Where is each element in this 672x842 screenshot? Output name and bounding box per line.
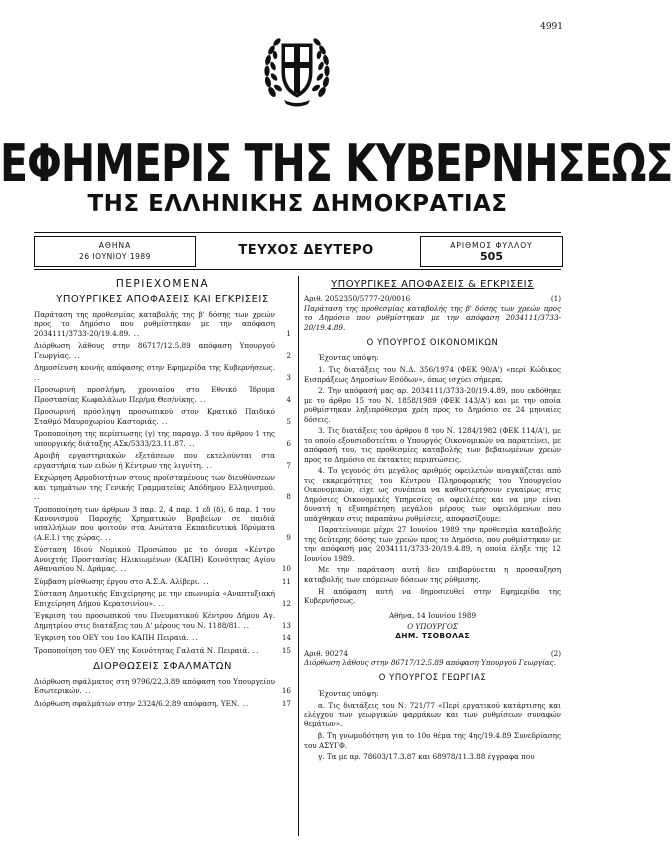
decision-2-number-line (304, 649, 561, 658)
contents-item (34, 451, 291, 470)
contents-item-title: Διόρθωση σφαλμάτων στην 2324/6.2.89 απόφαση, ΥΕΝ. (34, 698, 240, 708)
contents-item (34, 473, 291, 501)
decision-1-para-2: 2. Την απόφασή μας αρ. 2034111/3733-20/19.4.89, που εκδόθηκε με το άρθρο 15 του Ν. 1858/1989 (ΦΕΚ 143/Α') και με την οποία ρυθμίστηκαν ληξιπρόθεσμα χρέη προς το Δημόσιο σε 24 μηνιαίες δόσεις. (304, 386, 561, 424)
contents-section-corrections: ΔΙΟΡΘΩΣΕΙΣ ΣΦΑΛΜΑΤΩΝ (93, 661, 232, 673)
contents-item (34, 310, 291, 338)
decision-1-signatory-role: Ο ΥΠΟΥΡΓΟΣ (407, 621, 458, 631)
decision-1-considering: Έχοντας υπόψη: (318, 353, 379, 363)
contents-item-leader: .. (117, 564, 128, 574)
contents-item-leader: .. (102, 532, 113, 542)
contents-column (34, 276, 291, 711)
contents-item-leader: .. (34, 372, 41, 382)
column-divider (298, 276, 299, 836)
contents-item (34, 646, 291, 655)
contents-item-page: 8 (286, 492, 291, 502)
contents-item-leader: .. (203, 460, 213, 470)
contents-item-leader: .. (199, 576, 210, 586)
decisions-heading: ΥΠΟΥΡΓΙΚΕΣ ΑΠΟΦΑΣΕΙΣ & ΕΓΚΡΙΣΕΙΣ (331, 279, 534, 290)
issue-volume-box (206, 236, 406, 265)
contents-item-leader: .. (239, 698, 250, 708)
decision-1-para-5: Παρατείνουμε μέχρι 27 Ιουνίου 1989 την προθεσμία καταβολής της δεύτερης δόσης των χρεών προς το Δημόσιο, που ρυθμίστηκαν με την απόφασή μας 2034111/3733-20/19.4.89, η οποία έληξε της 12 Ιουνίου 1989. (304, 525, 561, 563)
contents-item-page: 16 (281, 686, 291, 696)
page-number: 4991 (540, 22, 563, 32)
contents-section-decisions: ΥΠΟΥΡΓΙΚΕΣ ΑΠΟΦΑΣΕΙΣ ΚΑΙ ΕΓΚΡΙΣΕΙΣ (56, 294, 269, 306)
contents-item-leader: .. (196, 394, 207, 404)
contents-item (34, 545, 291, 573)
contents-item (34, 611, 291, 630)
decision-1-signatory-name: ΔΗΜ. ΤΣΟΒΟΛΑΣ (395, 631, 470, 641)
decision-1-index: (1) (550, 294, 561, 304)
decision-2-para-b: β. Τη γνωμοδότηση για το 10ο θέμα της 4ης/19.4.89 Συνεδρίασης του ΑΣΥΓΦ. (304, 731, 561, 750)
decisions-column (304, 276, 561, 764)
contents-item-page: 13 (281, 620, 291, 630)
contents-item-title: Σύσταση Ιδιού Νομικού Προσώπου με το όνομα «Κέντρο Ανοιχτής Προστασίας Ηλικιωμένων (ΚΑΠΗ) Κοινότητας Αγίου Αθανασίου Ν. Δράμας. (34, 545, 275, 574)
contents-item (34, 385, 291, 404)
decision-1-authority: Ο ΥΠΟΥΡΓΟΣ ΟΙΚΟΝΟΜΙΚΩΝ (366, 337, 499, 348)
decision-1-para-3: 3. Τις διατάξεις του άρθρου 8 του Ν. 1284/1982 (ΦΕΚ 114/Α'), με το οποίο εξουσιοδοτείται ο Υπουργός Οικονομικών να παρατείνει, με απόφασή του, τις προθεσμίες καταβολής των βεβαιωμένων χρεών προς το Δημόσιο σε έκτακτες περιπτώσεις. (304, 426, 561, 464)
contents-list-decisions (34, 310, 291, 656)
contents-item (34, 429, 291, 448)
issue-sheet-number: 505 (480, 250, 503, 263)
contents-item (34, 577, 291, 586)
contents-item (34, 633, 291, 642)
contents-list-corrections (34, 677, 291, 708)
contents-item-page: 9 (286, 532, 291, 542)
contents-item-page: 5 (286, 416, 291, 426)
contents-item-title: Αμοιβή εργαστηριακών εξετάσεων που εκτελούνται στα εργαστήρια των ειδών ή Κέντρων της λιγνίτη. (34, 451, 275, 470)
contents-item-page: 7 (286, 460, 291, 470)
contents-item-page: 14 (281, 633, 291, 643)
contents-item-title: Διόρθωση σφάλματος στη 9796/22.3.89 απόφαση του Υπουργείου Εσωτερικών. (34, 676, 275, 696)
contents-item-page: 15 (281, 646, 291, 656)
decision-1-number-line (304, 294, 561, 303)
decision-1-para-1: 1. Τις διατάξεις του Ν.Δ. 356/1974 (ΦΕΚ 90/Α') «περί Κώδικος Εισπράξεως Δημοσίων Εσόδων», όπως ισχύει σήμερα. (304, 365, 561, 384)
decision-1-summary: Παράταση της προθεσμίας καταβολής της β' δόσης των χρεών προς το Δημόσιο που ρυθμίστηκαν με την απόφαση 2034111/3733-20/19.4.89. (304, 303, 561, 332)
contents-item-title: Έγκριση του ΟΕΥ του 1ου ΚΑΠΗ Πειραιά. (34, 633, 189, 643)
contents-item-title: Σύσταση Δημοτικής Επιχείρησης με την επωνυμία «Αναπτυξιακή Επιχείρηση Δήμου Κερατσινίου». (34, 589, 275, 608)
contents-item-leader: .. (34, 492, 41, 502)
decision-1-number: Αριθ. 2052350/5777-20/0016 (304, 294, 411, 304)
contents-item (34, 505, 291, 543)
contents-item-title: Τροποποίηση της περίπτωσης (γ) της παραγρ. 3 του άρθρου 1 της υπουργικής διάταξης ΑΣκ/5333/23.11.87. (34, 429, 275, 448)
contents-item (34, 341, 291, 360)
contents-item-page: 3 (286, 372, 291, 382)
contents-item-title: Παράταση της προθεσμίας καταβολής της β' δόσης των χρεών προς το Δημόσιο που ρυθμίστηκαν με την απόφαση 2034111/3733-20/19.4.89. (34, 309, 275, 338)
contents-item-title: Σύμβαση μίσθωσης έργου στο Α.Σ.Α. Αλίβερι. (34, 576, 200, 586)
contents-item (34, 589, 291, 608)
contents-item-leader: .. (155, 598, 166, 608)
contents-item-title: Εκχώρηση Αρμοδιοτήτων στους προϊσταμένους των διευθύνσεων και τμημάτων της Γενικής Γραμματείας Απόδημου Ελληνισμού. (34, 473, 275, 492)
issue-sheet-label: ΑΡΙΘΜΟΣ ΦΥΛΛΟΥ (450, 241, 533, 250)
contents-item-page: 2 (286, 350, 291, 360)
contents-item-page: 6 (286, 438, 291, 448)
issue-city: ΑΘΗΝΑ (98, 241, 132, 250)
contents-item (34, 699, 291, 708)
contents-item-leader: .. (130, 328, 141, 338)
issue-date: 26 ΙΟΥΝΙΟΥ 1989 (79, 252, 151, 261)
issue-sheet-box (420, 236, 563, 267)
contents-item-page: 1 (286, 328, 291, 338)
decision-1-para-6: Με την παράταση αυτή δεν επιβαρύνεται η προσαυξηση καταβολής των επόμενων δόσεων της ρύθμισης. (304, 565, 561, 584)
contents-item (34, 677, 291, 696)
decision-2-index: (2) (550, 648, 561, 658)
contents-item-page: 17 (281, 698, 291, 708)
contents-item-title: Τροποποίηση του ΟΕΥ της Κοινότητας Γαλατά Ν. Πειραιά. (34, 646, 250, 656)
issue-volume: ΤΕΥΧΟΣ ΔΕΥΤΕΡΟ (238, 243, 374, 258)
contents-item-page: 10 (281, 564, 291, 574)
decision-1-place-date: Αθήνα, 14 Ιουνίου 1989 (388, 611, 477, 621)
issue-date-box (34, 236, 196, 267)
contents-item-page: 4 (286, 394, 291, 404)
contents-item-title: Τροποποίηση των άρθρων 3 παρ. 2, 4 παρ. 1 εδ (δ), 6 παρ. 1 του Κανονισμού Παροχής Χρηματικών Βραβείων σε παιδιά υπαλλήλων που φοιτούν στα Ανώτατα Εκπαιδευτικά Ιδρύματα (Α.Ε.Ι.) της χώρας. (34, 504, 275, 542)
decision-2-para-a: α. Τις διατάξεις του Ν. 721/77 «Περί εργατικού κατάρτισης και ελέγχου των γεωργικών φαρμάκων και των ρυθμίσεων συναφών θεμάτων». (304, 700, 561, 729)
decision-2-considering: Έχοντας υπόψη: (318, 688, 379, 698)
contents-item-title: Προσωρινή πρόσληψη προσωπικού στον Κρατικό Παιδικό Σταθμό Μαυροχωρίου Καστοριάς. (34, 407, 275, 426)
decision-2-number: Αριθ. 90274 (304, 648, 348, 658)
decision-1-para-7: Η απόφαση αυτή να δημοσιευθεί στην Εφημερίδα της Κυβερνήσεως. (304, 586, 561, 605)
contents-item-leader: .. (81, 686, 92, 696)
greek-coat-of-arms-icon (262, 30, 332, 108)
contents-item-title: Διόρθωση λάθους στην 86717/12.5.89 απόφαση Υπουργού Γεωργίας. (34, 341, 275, 360)
contents-item-page: 11 (281, 576, 291, 586)
contents-item-title: Έγκριση του προσωπικού του Πνευματικού Κέντρου Δήμου Αγ. Δημητρίου στις διατάξεις του Δ' μέρους του Ν. 1188/81. (34, 611, 275, 630)
contents-item-leader: .. (240, 620, 250, 630)
decision-2-para-c: γ. Τα με αρ. 78603/17.3.87 και 68978/11.3.88 έγγραφα που (318, 752, 535, 762)
decision-2-authority: Ο ΥΠΟΥΡΓΟΣ ΓΕΩΡΓΙΑΣ (378, 672, 487, 683)
contents-heading: ΠΕΡΙΕΧΟΜΕΝΑ (115, 278, 210, 290)
contents-item (34, 407, 291, 426)
contents-item-leader: .. (185, 438, 196, 448)
contents-item-page: 12 (281, 598, 291, 608)
issue-bar (34, 232, 561, 270)
contents-item-leader: .. (158, 416, 169, 426)
contents-item (34, 363, 291, 382)
contents-item-title: Δημοσίευση κοινής απόφασης στην Εφημερίδα της Κυβερνήσεως. (34, 363, 275, 373)
masthead-title: ΕΦΗΜΕΡΙΣ ΤΗΣ ΚΥΒΕΡΝΗΣΕΩΣ (0, 133, 672, 194)
decision-2-summary: Διόρθωση λάθους στην 86717/12.5.89 απόφαση Υπουργού Γεωργίας. (304, 657, 557, 667)
contents-item-leader: .. (188, 633, 199, 643)
decision-1-signature-block (304, 611, 561, 640)
masthead-subtitle: ΤΗΣ ΕΛΛΗΝΙΚΗΣ ΔΗΜΟΚΡΑΤΙΑΣ (87, 191, 508, 217)
contents-item-leader: .. (71, 350, 81, 360)
decision-1-para-4: 4. Το γεγονός ότι μεγάλος αριθμός οφειλετών αναγκάζεται από τις εκκρεμότητες του Κέντρου Πληροφορικής του Υπουργείου Οικονομικών, είχε ως συνέπεια να καθυστερήσουν εγκαίρως στις Δημόσιες Οικονομικές Υπηρεσίες οι οφειλέτες και να μην είναι δυνατή η εξυπηρέτηση μεγάλου μέρους των οφειλόμενων που υπάχθηκαν στις παραπάνω ρυθμίσεις, αποφασίζουμε: (304, 466, 561, 523)
contents-item-leader: .. (249, 646, 260, 656)
contents-item-title: Προσωρινή προσλήψη, χρονιαίου στο Εθνικό Ίδρυμα Προστασίας Κωφαλάλων Περ/μα Θεσ/νίκης. (34, 385, 275, 404)
